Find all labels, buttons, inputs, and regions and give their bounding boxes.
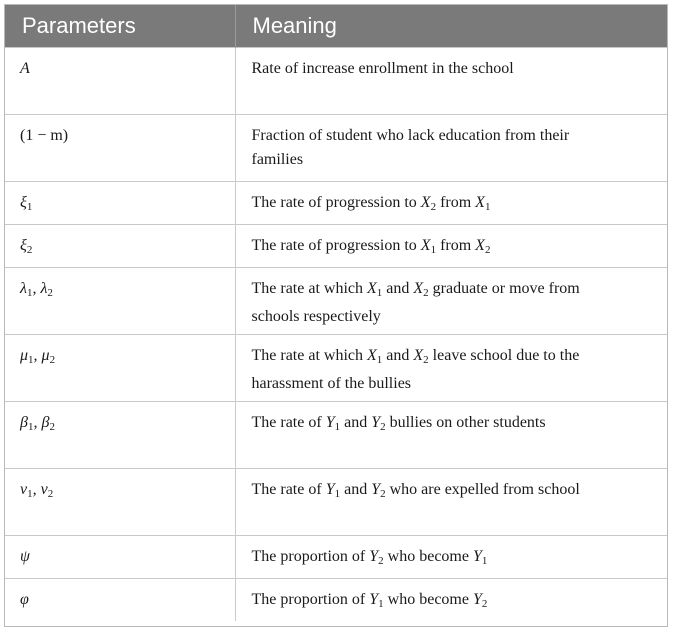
table-row: [5, 334, 667, 401]
meaning-cell: The rate of $Y_1$ and $Y_2$ bullies on other students: [235, 401, 667, 468]
table-row: [5, 47, 667, 114]
table-row: [5, 224, 667, 267]
table-row: [5, 267, 667, 334]
parameter-cell: $\xi_1$: [5, 181, 235, 224]
parameter-cell: (1 − m): [5, 114, 235, 181]
meaning-cell: The rate at which $X_1$ and $X_2$ leave school due to the harassment of the bullies: [235, 334, 667, 401]
header-parameters: Parameters: [5, 5, 235, 47]
meaning-cell: The rate of progression to $X_2$ from $X_1$: [235, 181, 667, 224]
parameter-cell: $\beta_1$, $\beta_2$: [5, 401, 235, 468]
meaning-cell: Fraction of student who lack education from their families: [235, 114, 667, 181]
meaning-cell: The rate of $Y_1$ and $Y_2$ who are expelled from school: [235, 468, 667, 535]
table-row: [5, 535, 667, 578]
table-row: [5, 468, 667, 535]
parameter-cell: φ: [5, 578, 235, 621]
parameter-cell: ψ: [5, 535, 235, 578]
meaning-cell: The proportion of $Y_1$ who become $Y_2$: [235, 578, 667, 621]
parameter-cell: $\mu_1$, $\mu_2$: [5, 334, 235, 401]
table-row: [5, 181, 667, 224]
header-meaning: Meaning: [235, 5, 667, 47]
parameter-cell: $\nu_1$, $\nu_2$: [5, 468, 235, 535]
parameter-cell: $\xi_2$: [5, 224, 235, 267]
parameter-cell: $\lambda_1$, $\lambda_2$: [5, 267, 235, 334]
meaning-cell: Rate of increase enrollment in the school: [235, 47, 667, 114]
parameters-table-container: [4, 4, 668, 627]
meaning-cell: The rate at which $X_1$ and $X_2$ graduate or move from schools respectively: [235, 267, 667, 334]
parameters-table: [5, 5, 667, 621]
meaning-cell: The proportion of $Y_2$ who become $Y_1$: [235, 535, 667, 578]
table-row: [5, 401, 667, 468]
meaning-cell: The rate of progression to $X_1$ from $X_2$: [235, 224, 667, 267]
table-header-row: [5, 5, 667, 47]
table-row: [5, 114, 667, 181]
parameter-cell: A: [5, 47, 235, 114]
table-row: [5, 578, 667, 621]
